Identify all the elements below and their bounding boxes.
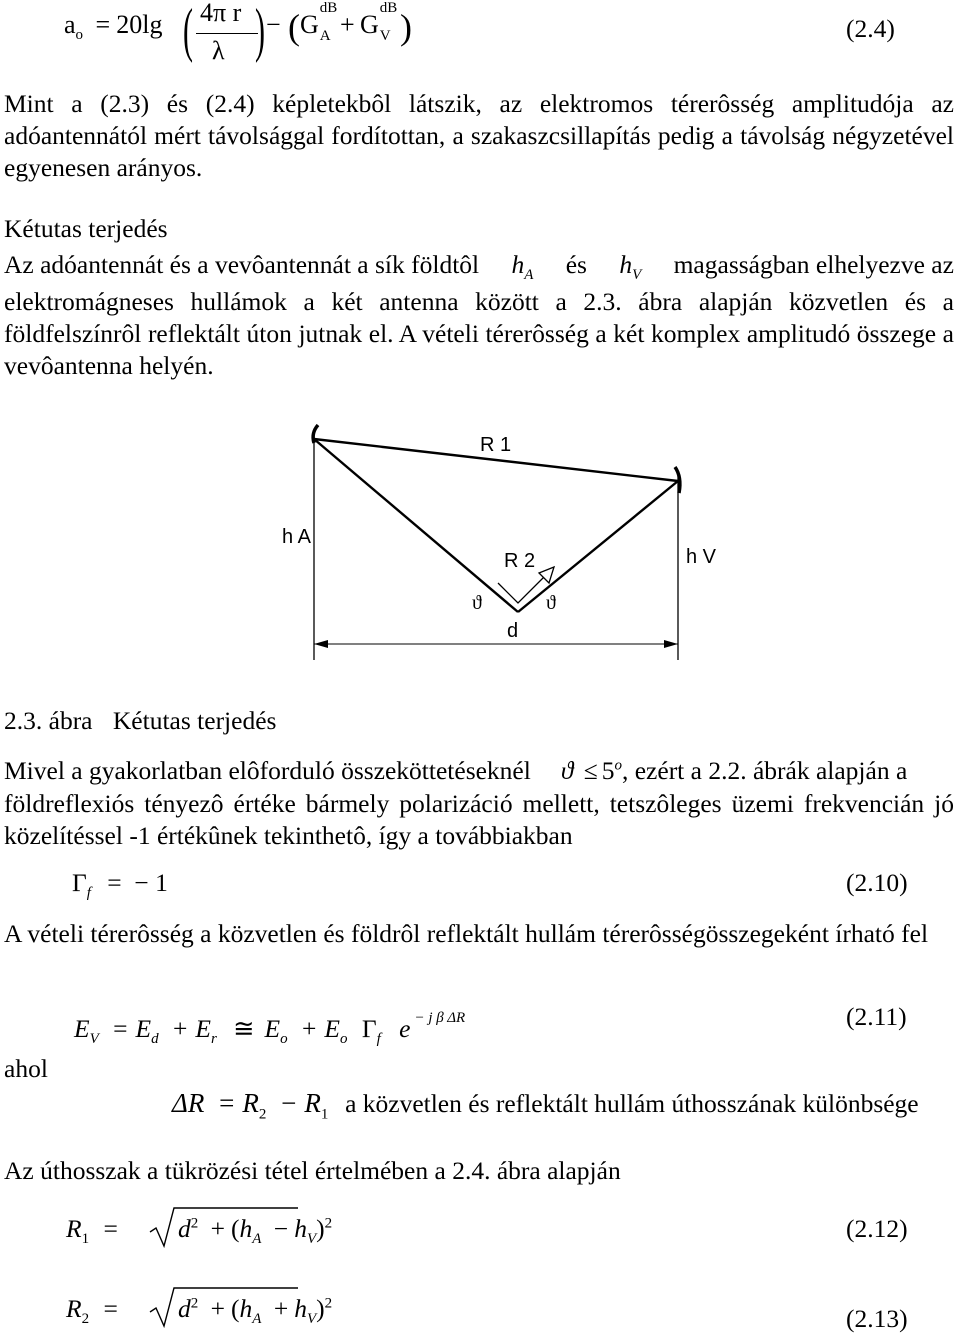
figure-caption xyxy=(4,706,276,736)
eq-numerator: 4π r xyxy=(200,0,242,27)
paragraph-1: Mint a (2.3) és (2.4) képletekbôl látszik, az elektromos térerôsség amplitudója az adóantennától mért távolsággal fordítottan, a szakaszcsillapítás pedig a távolság négyzetével egyenesen arányos. xyxy=(4,89,954,182)
paragraph-5: Az úthosszak a tükrözési tétel értelmében a 2.4. ábra alapján xyxy=(4,1156,621,1185)
label-theta-right: ϑ xyxy=(546,592,556,614)
equation-number: (2.11) xyxy=(846,1002,907,1031)
equation-number: (2.10) xyxy=(846,868,908,897)
eq-denominator: λ xyxy=(212,36,225,65)
paragraph-4: A vételi térerôsség a közvetlen és földrôl reflektált hullám térerôsségösszegeként írható fel xyxy=(4,919,929,948)
equation-number: (2.13) xyxy=(846,1304,908,1333)
label-hv: h V xyxy=(686,546,717,568)
label-theta-left: ϑ xyxy=(472,592,482,614)
reflection-vector xyxy=(498,575,546,603)
label-r2: R 2 xyxy=(504,550,536,572)
reflected-ray-outgoing xyxy=(518,481,678,612)
condition: $ϑ \le 5^o$ xyxy=(560,756,622,785)
label-r1: R 1 xyxy=(480,434,512,456)
reflected-ray-incident xyxy=(314,439,518,612)
equation-delta-r: $\Delta R = R_2 - R_1$ a közvetlen és reflektált hullám úthosszának különbsége xyxy=(172,1088,919,1123)
fraction-bar xyxy=(196,33,258,34)
label-ha: h A xyxy=(282,526,311,548)
equation-number: (2.12) xyxy=(846,1214,908,1243)
caption-number: 2.3. ábra xyxy=(4,706,93,735)
equation-number: (2.4) xyxy=(846,14,895,43)
word-ahol: ahol xyxy=(4,1054,48,1083)
label-d: d xyxy=(507,620,519,642)
arrow-right-icon xyxy=(664,640,678,648)
caption-text: Kétutas terjedés xyxy=(112,706,277,735)
eq-lhs: a xyxy=(64,10,76,39)
two-ray-diagram xyxy=(282,415,720,675)
section-title: Kétutas terjedés xyxy=(4,214,168,243)
arrow-left-icon xyxy=(314,640,328,648)
